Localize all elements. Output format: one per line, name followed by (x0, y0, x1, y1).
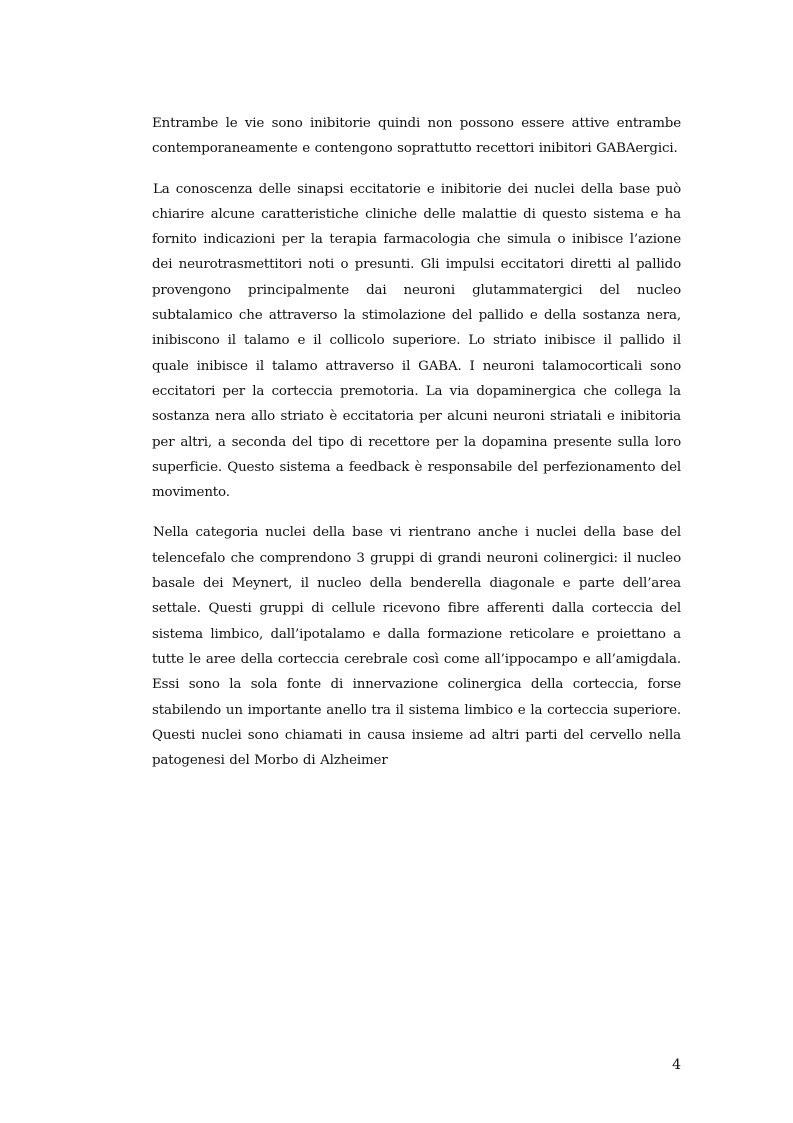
page-number: 4 (672, 1057, 681, 1073)
body-text (152, 111, 681, 773)
paragraph-gaba-pathways: Entrambe le vie sono inibitorie quindi non possono essere attive entrambe contemporaneamente e contengono soprattutto recettori inibitori GABAergici. (152, 116, 681, 157)
paragraph-telencephalic-nuclei: Nella categoria nuclei della base vi rientrano anche i nuclei della base del telencefalo che comprendono 3 gruppi di grandi neuroni colinergici: il nucleo basale dei Meynert, il nucleo della benderella diagonale e parte dell’area settale. Questi gruppi di cellule ricevono fibre afferenti dalla corteccia del sistema limbico, dall’ipotalamo e dalla formazione reticolare e proiettano a tutte le aree della corteccia cerebrale così come all’ippocampo e all’amigdala. Essi sono la sola fonte di innervazione colinergica della corteccia, forse stabilendo un importante anello tra il sistema limbico e la corteccia superiore. Questi nuclei sono chiamati in causa insieme ad altri parti del cervello nella patogenesi del Morbo di Alzheimer (152, 525, 681, 769)
paragraph-basal-ganglia-synapses: La conoscenza delle sinapsi eccitatorie e inibitorie dei nuclei della base può chiarire alcune caratteristiche cliniche delle malattie di questo sistema e ha fornito indicazioni per la terapia farmacologia che simula o inibisce l’azione dei neurotrasmettitori noti o presunti. Gli impulsi eccitatori diretti al pallido provengono principalmente dai neuroni glutammatergici del nucleo subtalamico che attraverso la stimolazione del pallido e della sostanza nera, inibiscono il talamo e il collicolo superiore. Lo striato inibisce il pallido il quale inibisce il talamo attraverso il GABA. I neuroni talamocorticali sono eccitatori per la corteccia premotoria. La via dopaminergica che collega la sostanza nera allo striato è eccitatoria per alcuni neuroni striatali e inibitoria per altri, a seconda del tipo di recettore per la dopamina presente sulla loro superficie. Questo sistema a feedback è responsabile del perfezionamento del movimento. (152, 181, 681, 501)
